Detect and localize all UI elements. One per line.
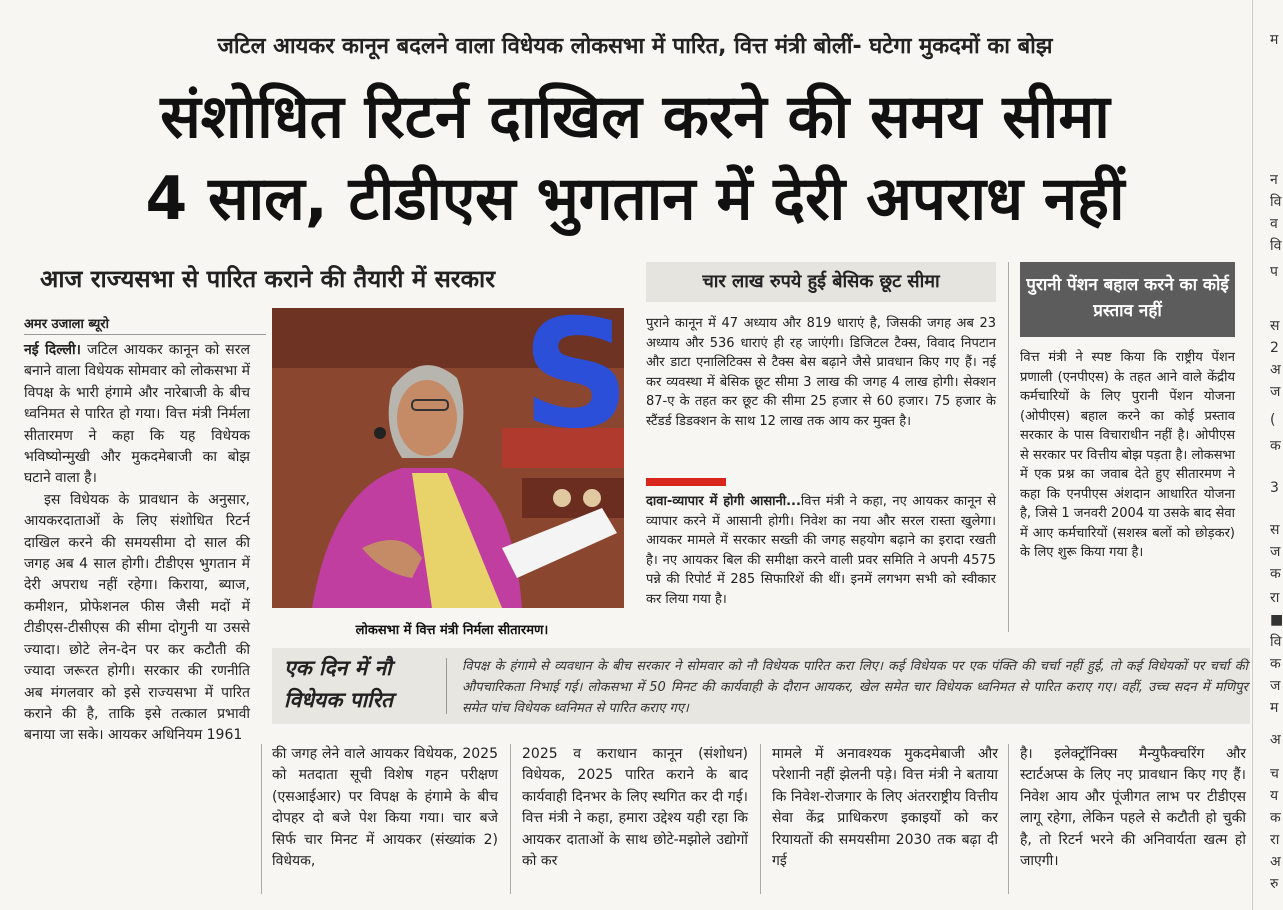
edge-letter: ■ bbox=[1270, 612, 1283, 628]
strip-text: विपक्ष के हंगामे से व्यवधान के बीच सरकार ने सोमवार को नौ विधेयक पारित करा लिए। कई विधेयक पर एक पंक्ति की चर्चा नहीं हुई, तो कई विधेयकों पर चर्चा की औपचारिकता निभाई गई। लोकसभा में 50 मिनट की कार्यवाही के दौरान आयकर, खेल समेत चार विधेयक ध्वनिमत से पारित कराए गए। वहीं, उच्च सदन में मणिपुर समेत पांच विधेयक ध्वनिमत से पारित कराए गए। bbox=[462, 659, 1248, 716]
edge-letter: ( bbox=[1270, 412, 1276, 428]
bottom-column-1: की जगह लेने वाले आयकर विधेयक, 2025 को मतदाता सूची विशेष गहन परीक्षण (एसआईआर) पर विपक्ष के हंगामे के बीच दोपहर दो बजे पेश किया गया। चार बजे सिर्फ चार मिनट में आयकर (संख्यांक 2) विधेयक, bbox=[272, 746, 498, 870]
subheadline: आज राज्यसभा से पारित कराने की तैयारी में सरकार bbox=[40, 265, 496, 293]
edge-letter: य bbox=[1270, 788, 1279, 804]
watermark-logo: S bbox=[522, 288, 631, 462]
article-column-1 bbox=[24, 340, 250, 890]
bottom-divider-4 bbox=[1008, 744, 1009, 894]
dateline: नई दिल्ली। bbox=[24, 342, 81, 358]
bottom-divider-1 bbox=[261, 744, 262, 894]
edge-letter: वि bbox=[1270, 194, 1282, 210]
edge-letter: अ bbox=[1270, 854, 1281, 870]
edge-letter: ज bbox=[1270, 544, 1281, 560]
paragraph-2: इस विधेयक के प्रावधान के अनुसार, आयकरदाताओं के लिए संशोधित रिटर्न दाखिल करने की समयसीमा दो साल की जगह अब 4 साल होगी। टीडीएस भुगतान में देरी अपराध नहीं रहेगा। किराया, ब्याज, कमीशन, प्रोफेशनल फीस जैसी मदों में टीडीएस-टीसीएस की सीमा दोगुनी या उससे ज्यादा। छोटे लेन-देन पर कर कटौती की ज्यादा जरूरत होगी। सरकार की रणनीति अब मंगलवार को इसे राज्यसभा में पारित कराने की है, ताकि इसे तत्काल प्रभावी बनाया जा सके। आयकर अधिनियम 1961 bbox=[24, 491, 250, 744]
edge-letter: वि bbox=[1270, 238, 1282, 254]
bottom-divider-2 bbox=[510, 744, 511, 894]
edge-letter: ज bbox=[1270, 678, 1281, 694]
box1-text-2 bbox=[646, 492, 996, 609]
box1-lead: दावा-व्यापार में होगी आसानी... bbox=[646, 494, 801, 509]
edge-letter: रा bbox=[1270, 590, 1280, 606]
paragraph-1: जटिल आयकर कानून को सरल बनाने वाला विधेयक सोमवार को लोकसभा में विपक्ष के भारी हंगामे और नारेबाजी के बीच ध्वनिमत से पारित हो गया। वित्त मंत्री निर्मला सीतारमण ने कहा कि यह विधेयक भविष्योन्मुखी और मुकदमेबाजी का बोझ घटाने वाला है। bbox=[24, 342, 250, 487]
kicker-headline: जटिल आयकर कानून बदलने वाला विधेयक लोकसभा में पारित, वित्त मंत्री बोलीं- घटेगा मुकदमों का बोझ bbox=[217, 34, 1053, 59]
page-edge-divider bbox=[1252, 0, 1253, 910]
edge-letter: 2 bbox=[1270, 340, 1279, 356]
bottom-column-3: मामले में अनावश्यक मुकदमेबाजी और परेशानी नहीं झेलनी पड़े। वित्त मंत्री ने बताया कि निवेश-रोजगार के लिए अंतरराष्ट्रीय वित्तीय सेवा केंद्र प्राधिकरण इकाइयों को कर रियायतों की समयसीमा 2030 तक बढ़ा दी गई bbox=[772, 746, 998, 870]
bottom-divider-3 bbox=[760, 744, 761, 894]
edge-letter: क bbox=[1270, 438, 1281, 454]
bottom-column-4: है। इलेक्ट्रॉनिक्स मैन्युफैक्चरिंग और स्टार्टअप्स के लिए नए प्रावधान किए गए हैं। निवेश आय और पूंजीगत लाभ पर टीडीएस लागू रहेगा, लेकिन पहले से कटौती हो चुकी है, तो रिटर्न भरने की अनिवार्यता खत्म हो जाएगी। bbox=[1020, 746, 1246, 870]
edge-letter: 3 bbox=[1270, 480, 1279, 496]
red-accent-bar bbox=[646, 478, 726, 486]
cropped-adjacent-column bbox=[1262, 0, 1283, 910]
edge-letter: प bbox=[1270, 264, 1278, 280]
edge-letter: वि bbox=[1270, 634, 1282, 650]
byline-divider bbox=[24, 334, 266, 335]
box2-text: वित्त मंत्री ने स्पष्ट किया कि राष्ट्रीय पेंशन प्रणाली (एनपीएस) के तहत आने वाले केंद्रीय कर्मचारियों के लिए पुरानी पेंशन योजना (ओपीएस) बहाल करने का कोई प्रस्ताव सरकार के पास विचाराधीन नहीं है। ओपीएस से सरकार पर वित्तीय बोझ पड़ता है। लोकसभा में एक प्रश्न का जवाब देते हुए सीतारमण ने कहा कि एनपीएस अंशदान आधारित योजना है, जिसे 1 जनवरी 2004 या उसके बाद सेवा में आए कर्मचारियों (सशस्त्र बलों को छोड़कर) के लिए शुरू किया गया है। bbox=[1020, 350, 1235, 560]
edge-letter: अ bbox=[1270, 732, 1281, 748]
edge-letter: व bbox=[1270, 216, 1278, 232]
edge-letter: म bbox=[1270, 700, 1279, 716]
box2-heading: पुरानी पेंशन बहाल करने का कोई प्रस्ताव नहीं bbox=[1020, 262, 1235, 337]
edge-letter: अ bbox=[1270, 362, 1281, 378]
bottom-column-2: 2025 व कराधान कानून (संशोधन) विधेयक, 2025 पारित कराने के बाद कार्यवाही दिनभर के लिए स्थगित कर दी गई। वित्त मंत्री ने कहा, हमारा उद्देश्य यही रहा कि आयकर दाताओं के साथ छोटे-मझोले उद्योगों को कर bbox=[522, 746, 748, 870]
edge-letter: क bbox=[1270, 656, 1281, 672]
news-photo bbox=[272, 288, 631, 608]
strip-title: एक दिन में नौ विधेयक पारित bbox=[284, 656, 394, 712]
edge-letter: च bbox=[1270, 766, 1279, 782]
main-headline-line1: संशोधित रिटर्न दाखिल करने की समय सीमा bbox=[160, 82, 1110, 152]
box1-text: पुराने कानून में 47 अध्याय और 819 धाराएं है, जिसकी जगह अब 23 अध्याय और 536 धाराएं ही रह जाएंगी। डिजिटल टैक्स, विवाद निपटान और डाटा एनालिटिक्स से टैक्स बेस बढ़ाने जैसे प्रावधान किए गए हैं। नई कर व्यवस्था में बेसिक छूट सीमा 3 लाख की जगह 4 लाख होगी। सेक्शन 87-ए के तहत कर छूट की सीमा 25 हजार से 60 हजार। 75 हजार के स्टैंडर्ड डिडक्शन के साथ 12 लाख तक आय कर मुक्त है। bbox=[646, 316, 996, 429]
edge-letter: न bbox=[1270, 172, 1278, 188]
edge-letter: ज bbox=[1270, 384, 1281, 400]
box1-paragraph-2: वित्त मंत्री ने कहा, नए आयकर कानून से व्यापार करने में आसानी होगी। निवेश का नया और सरल रास्ता खुलेगा। आयकर मामले में सरकार सख्ती की जगह सहयोग बढ़ाने का इरादा रखती है। नए आयकर बिल की समीक्षा करने वाली प्रवर समिति ने अपनी 4575 पन्ने की रिपोर्ट में 285 सिफारिशें की थीं। इनमें लगभग सभी को स्वीकार कर लिया गया है। bbox=[646, 494, 996, 607]
edge-letter: रु bbox=[1270, 876, 1279, 892]
edge-letter: स bbox=[1270, 522, 1280, 538]
edge-letter: रा bbox=[1270, 832, 1280, 848]
box1-heading: चार लाख रुपये हुई बेसिक छूट सीमा bbox=[646, 262, 996, 302]
edge-letter: स bbox=[1270, 318, 1280, 334]
main-headline-line2: 4 साल, टीडीएस भुगतान में देरी अपराध नहीं bbox=[145, 164, 1125, 234]
column-divider bbox=[1008, 262, 1009, 632]
edge-letter: क bbox=[1270, 810, 1281, 826]
edge-letter: क bbox=[1270, 566, 1281, 582]
photo-caption: लोकसभा में वित्त मंत्री निर्मला सीतारमण। bbox=[355, 623, 549, 638]
strip-divider bbox=[446, 658, 447, 714]
edge-letter: म bbox=[1270, 32, 1279, 48]
byline: अमर उजाला ब्यूरो bbox=[24, 317, 109, 332]
